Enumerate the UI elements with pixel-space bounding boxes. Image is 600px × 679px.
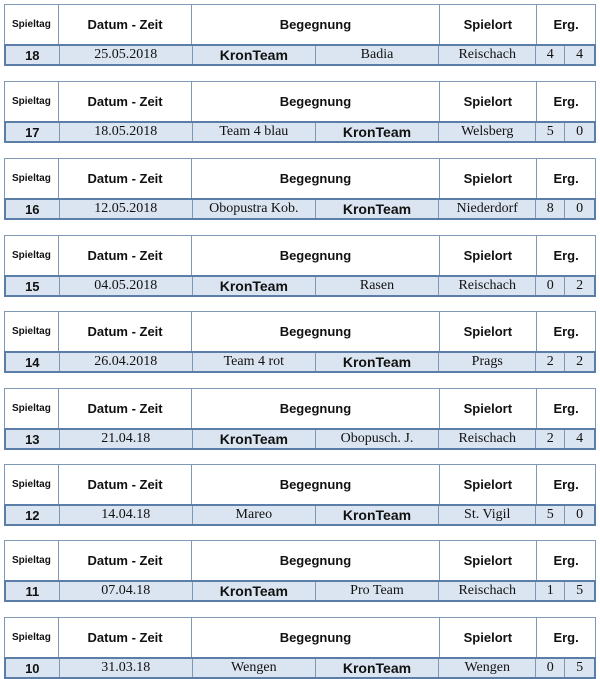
header-datetime: Datum - Zeit [59, 618, 193, 657]
table-row [4, 44, 596, 66]
header-match: Begegnung [192, 5, 439, 44]
header-result: Erg. [553, 94, 579, 109]
away-score-cell: 0 [576, 507, 584, 522]
header-match: Begegnung [192, 465, 439, 504]
header-datetime: Datum - Zeit [59, 236, 193, 275]
away-score-cell: 0 [576, 124, 584, 139]
table-row [4, 198, 596, 220]
away-score-cell: 5 [576, 583, 584, 598]
table-row [4, 504, 596, 526]
home-score-cell: 8 [536, 200, 565, 218]
date-cell: 12.05.2018 [60, 200, 193, 218]
table-row [4, 657, 596, 679]
home-score-cell: 5 [536, 123, 565, 141]
away-score-cell: 5 [576, 660, 584, 675]
date-cell: 31.03.18 [60, 659, 193, 677]
header-venue: Spielort [440, 82, 538, 121]
table-row [4, 428, 596, 450]
header-matchday: Spieltag [5, 618, 59, 657]
match-table [4, 617, 596, 679]
home-team-cell: Team 4 rot [193, 353, 316, 371]
away-team-cell: KronTeam [316, 659, 439, 677]
table-row [4, 351, 596, 373]
away-score-cell: 4 [576, 47, 584, 62]
venue-cell: Niederdorf [439, 200, 536, 218]
header-match: Begegnung [192, 236, 439, 275]
away-score-cell: 0 [576, 201, 584, 216]
table-header [4, 81, 596, 121]
header-result: Erg. [553, 17, 579, 32]
home-score-cell: 0 [536, 659, 565, 677]
venue-cell: Reischach [439, 277, 536, 295]
header-datetime: Datum - Zeit [59, 541, 193, 580]
matchday-cell: 11 [6, 582, 60, 600]
matchday-cell: 10 [6, 659, 60, 677]
home-score-cell: 2 [536, 353, 565, 371]
header-result: Erg. [553, 401, 579, 416]
header-match: Begegnung [192, 618, 439, 657]
header-datetime: Datum - Zeit [59, 312, 193, 351]
venue-cell: St. Vigil [439, 506, 536, 524]
header-venue: Spielort [440, 389, 538, 428]
match-table [4, 4, 596, 66]
header-matchday: Spieltag [5, 541, 59, 580]
header-venue: Spielort [440, 5, 538, 44]
away-team-cell: KronTeam [316, 123, 439, 141]
header-venue: Spielort [440, 236, 538, 275]
matchday-cell: 12 [6, 506, 60, 524]
away-team-cell: KronTeam [316, 200, 439, 218]
home-team-cell: Mareo [193, 506, 316, 524]
date-cell: 14.04.18 [60, 506, 193, 524]
header-matchday: Spieltag [5, 159, 59, 198]
match-table [4, 464, 596, 526]
table-row [4, 580, 596, 602]
table-header [4, 464, 596, 504]
header-match: Begegnung [192, 82, 439, 121]
date-cell: 25.05.2018 [60, 46, 193, 64]
matchday-cell: 16 [6, 200, 60, 218]
home-team-cell: Wengen [193, 659, 316, 677]
home-team-cell: Obopustra Kob. [193, 200, 316, 218]
header-datetime: Datum - Zeit [59, 465, 193, 504]
header-venue: Spielort [440, 541, 538, 580]
header-result: Erg. [553, 553, 579, 568]
header-matchday: Spieltag [5, 389, 59, 428]
away-team-cell: KronTeam [316, 506, 439, 524]
header-venue: Spielort [440, 465, 538, 504]
table-header [4, 311, 596, 351]
match-table [4, 158, 596, 220]
date-cell: 07.04.18 [60, 582, 193, 600]
header-matchday: Spieltag [5, 5, 59, 44]
header-match: Begegnung [192, 159, 439, 198]
home-score-cell: 4 [536, 46, 565, 64]
match-table [4, 388, 596, 450]
matchday-cell: 17 [6, 123, 60, 141]
table-header [4, 235, 596, 275]
matchday-cell: 13 [6, 430, 60, 448]
matchday-cell: 18 [6, 46, 60, 64]
venue-cell: Reischach [439, 46, 536, 64]
header-datetime: Datum - Zeit [59, 389, 193, 428]
table-header [4, 617, 596, 657]
header-result: Erg. [553, 171, 579, 186]
table-header [4, 540, 596, 580]
header-datetime: Datum - Zeit [59, 5, 193, 44]
matchday-cell: 14 [6, 353, 60, 371]
home-score-cell: 5 [536, 506, 565, 524]
table-header [4, 388, 596, 428]
header-datetime: Datum - Zeit [59, 82, 193, 121]
header-venue: Spielort [440, 312, 538, 351]
date-cell: 18.05.2018 [60, 123, 193, 141]
header-venue: Spielort [440, 618, 538, 657]
header-matchday: Spieltag [5, 236, 59, 275]
venue-cell: Prags [439, 353, 536, 371]
header-result: Erg. [553, 248, 579, 263]
venue-cell: Wengen [439, 659, 536, 677]
venue-cell: Reischach [439, 430, 536, 448]
home-team-cell: KronTeam [193, 277, 316, 295]
table-header [4, 4, 596, 44]
header-venue: Spielort [440, 159, 538, 198]
header-result: Erg. [553, 630, 579, 645]
away-team-cell: Rasen [316, 277, 439, 295]
match-table [4, 540, 596, 602]
match-table [4, 235, 596, 297]
away-team-cell: Badia [316, 46, 439, 64]
header-match: Begegnung [192, 389, 439, 428]
home-score-cell: 0 [536, 277, 565, 295]
home-team-cell: KronTeam [193, 430, 316, 448]
table-row [4, 275, 596, 297]
away-score-cell: 2 [576, 354, 584, 369]
away-team-cell: Obopusch. J. [316, 430, 439, 448]
home-team-cell: KronTeam [193, 46, 316, 64]
header-matchday: Spieltag [5, 465, 59, 504]
home-team-cell: KronTeam [193, 582, 316, 600]
header-match: Begegnung [192, 312, 439, 351]
header-result: Erg. [553, 324, 579, 339]
date-cell: 04.05.2018 [60, 277, 193, 295]
away-score-cell: 4 [576, 431, 584, 446]
away-team-cell: Pro Team [316, 582, 439, 600]
venue-cell: Welsberg [439, 123, 536, 141]
matchday-cell: 15 [6, 277, 60, 295]
header-match: Begegnung [192, 541, 439, 580]
date-cell: 21.04.18 [60, 430, 193, 448]
header-result: Erg. [553, 477, 579, 492]
home-score-cell: 2 [536, 430, 565, 448]
away-team-cell: KronTeam [316, 353, 439, 371]
away-score-cell: 2 [576, 278, 584, 293]
table-row [4, 121, 596, 143]
home-team-cell: Team 4 blau [193, 123, 316, 141]
date-cell: 26.04.2018 [60, 353, 193, 371]
header-matchday: Spieltag [5, 82, 59, 121]
home-score-cell: 1 [536, 582, 565, 600]
venue-cell: Reischach [439, 582, 536, 600]
table-header [4, 158, 596, 198]
header-datetime: Datum - Zeit [59, 159, 193, 198]
match-table [4, 311, 596, 373]
header-matchday: Spieltag [5, 312, 59, 351]
match-table [4, 81, 596, 143]
